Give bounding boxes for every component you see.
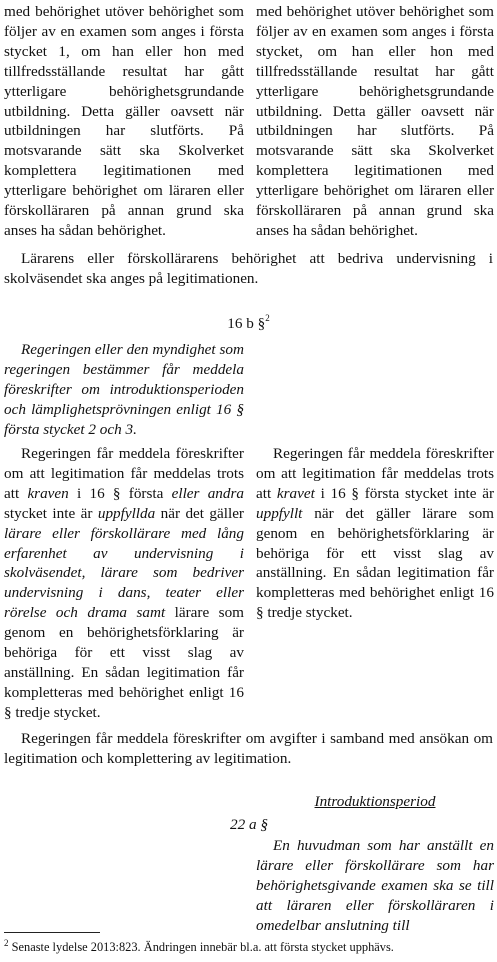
full-width-paragraph-avgifter: Regeringen får meddela föreskrifter om avgifter i samband med ansökan om legitimation och komplettering av legitimation. (4, 730, 493, 767)
section-heading-introduktionsperiod: Introduktionsperiod (314, 793, 436, 810)
left-column-italic-paragraph: Regeringen eller den myndighet som regeringen bestämmer får meddela föreskrifter om introduktionsperioden och lämplighetsprövningen enligt 16 § första stycket 2 och 3. (4, 341, 244, 438)
section-22a-label: 22 a § (230, 816, 268, 833)
footnote-number: 2 (4, 938, 9, 948)
full-width-paragraph-legitimation: Lärarens eller förskollärarens behörighet att bedriva undervisning i skolväsendet ska anges på legitimationen. (4, 250, 493, 287)
right-column-paragraph-16b: Regeringen får meddela föreskrifter om att legitimation får meddelas trots att kravet i 16 § första stycket inte är uppfyllt när det gäller lärare som genom en behörighetsförklaring är behöriga för ett visst slag av anställning. En sådan legitimation får kompletteras med behörighet enligt 16 § tredje stycket. (256, 445, 495, 622)
footnote-rule (4, 932, 100, 933)
footnote-text: Senaste lydelse 2013:823. Ändringen innebär bl.a. att första stycket upphävs. (11, 940, 394, 954)
left-column-paragraph-top: med behörighet utöver behörighet som följer av en examen som anges i första stycket 1, om han eller hon med tillfredsställande resultat har gått ytterligare behörighetsgrundande utbildning. Detta gäller oavsett när utbildningen har slutförts. På motsvarande sätt ska Skolverket komplettera legitimationen med ytterligare behörighet om läraren eller förskolläraren på annan grund ska anses ha sådan behörighet. (4, 3, 244, 239)
footnote-ref-2: 2 (265, 313, 270, 323)
section-16b-label: 16 b § (227, 315, 266, 332)
section-16b-heading (4, 314, 493, 334)
section-22a-paragraph: En huvudman som har anställt en lärare eller förskollärare som har behörighetsgivande examen ska se till att läraren eller förskolläraren i omedelbar anslutning till (256, 837, 494, 934)
right-column-paragraph-top: med behörighet utöver behörighet som följer av en examen som anges i första stycket, om han eller hon med tillfredsställande resultat har gått ytterligare behörighetsgrundande utbildning. Detta gäller oavsett när utbildningen har slutförts. På motsvarande sätt ska Skolverket komplettera legitimationen med ytterligare behörighet om läraren eller förskolläraren på annan grund ska anses ha sådan behörighet. (256, 3, 494, 239)
left-column-paragraph-16b: Regeringen får meddela föreskrifter om att legitimation får meddelas trots att kraven i 16 § första eller andra stycket inte är uppfyllda när det gäller lärare eller förskollärare med lång erfarenhet av undervisning i skolväsendet, lärare som bedriver undervisning i dans, teater eller rörelse och drama samt lärare som genom en behörighetsförklaring är behöriga för ett visst slag av anställning. En sådan legitimation får kompletteras med behörighet enligt 16 § tredje stycket. (4, 445, 244, 721)
footnote (4, 939, 394, 955)
